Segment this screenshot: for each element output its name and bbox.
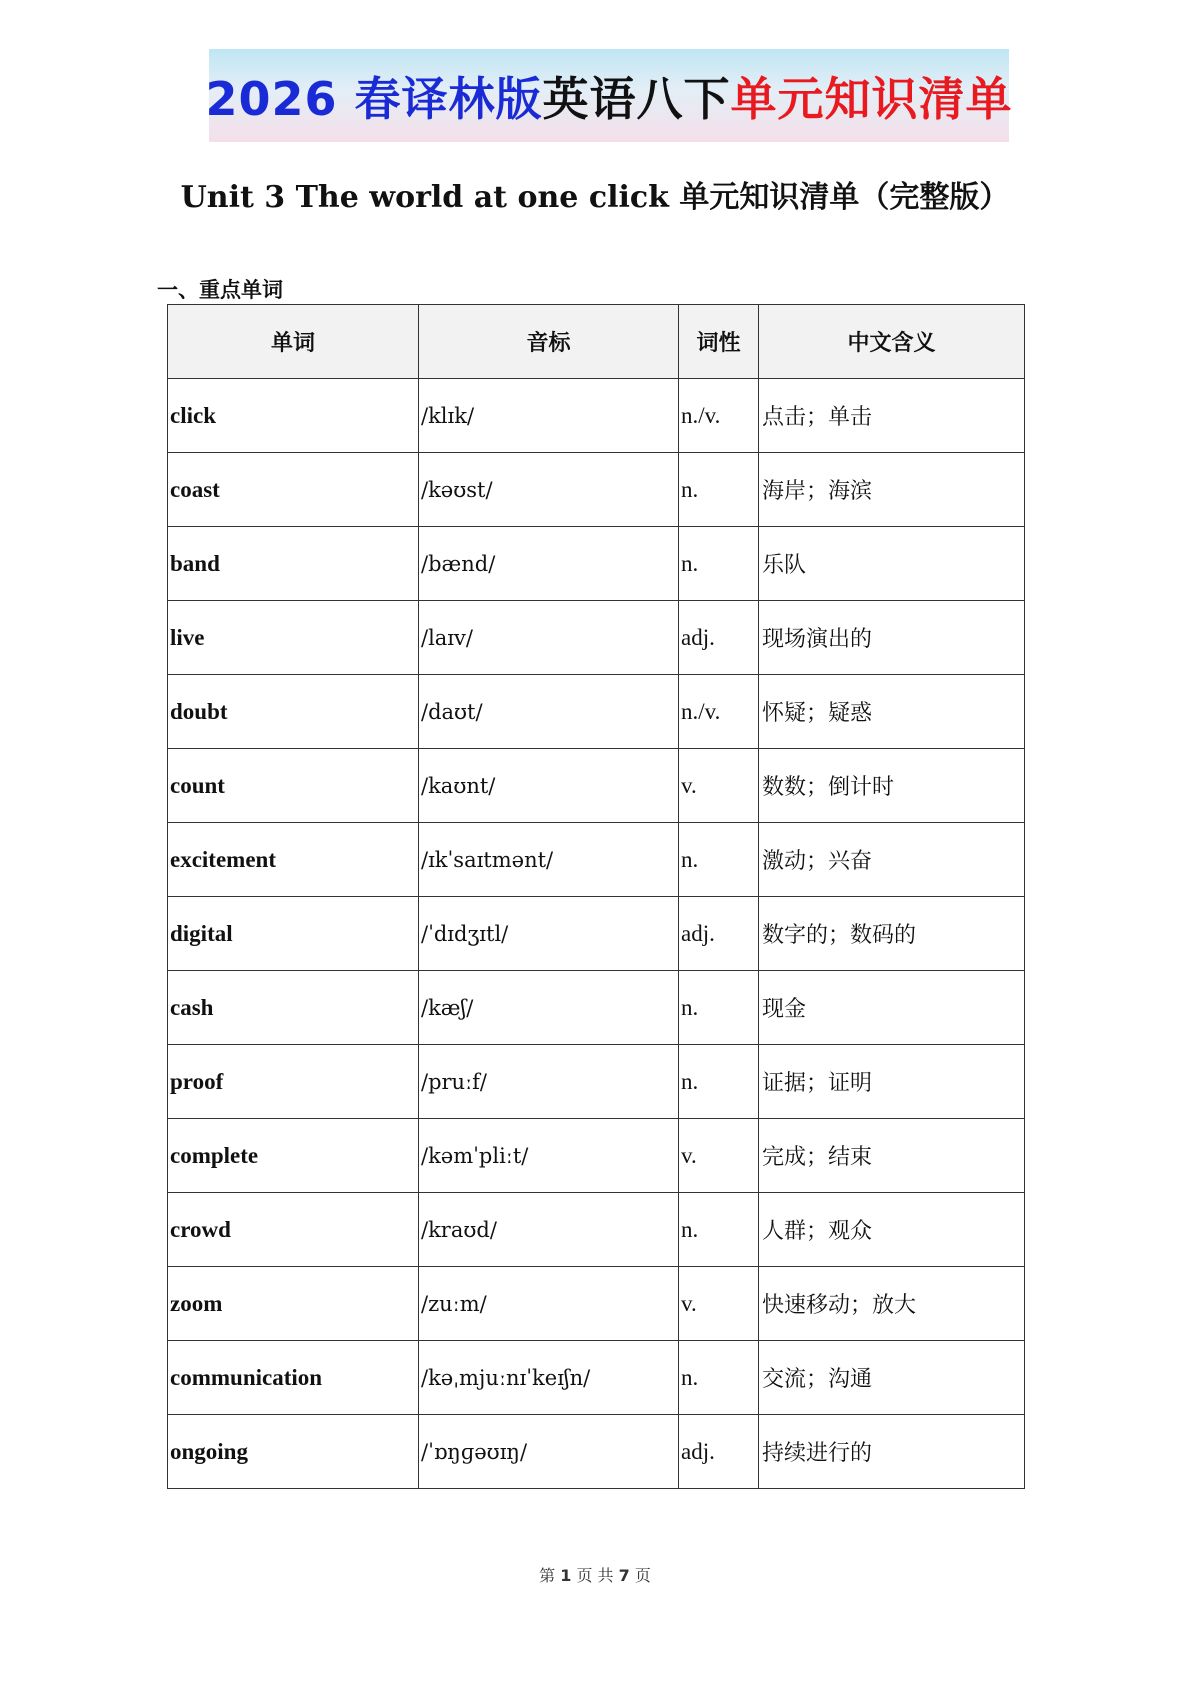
part-of-speech-cell: adj.: [679, 601, 759, 675]
header-meaning: 中文含义: [759, 305, 1025, 379]
page-title: Unit 3 The world at one click 单元知识清单（完整版）: [180, 180, 1010, 215]
word-cell: communication: [168, 1341, 419, 1415]
meaning-cell: 完成；结束: [759, 1119, 1025, 1193]
part-of-speech-cell: n.: [679, 527, 759, 601]
word-cell: zoom: [168, 1267, 419, 1341]
meaning-cell: 人群；观众: [759, 1193, 1025, 1267]
section-heading: 一、重点单词: [157, 278, 283, 302]
part-of-speech-cell: v.: [679, 749, 759, 823]
table-row: [168, 1267, 1025, 1341]
part-of-speech-cell: n.: [679, 453, 759, 527]
phonetic-cell: /kraʊd/: [419, 1193, 679, 1267]
meaning-cell: 海岸；海滨: [759, 453, 1025, 527]
part-of-speech-cell: n./v.: [679, 675, 759, 749]
table-body: [168, 379, 1025, 1489]
table-row: [168, 1415, 1025, 1489]
table-row: [168, 1119, 1025, 1193]
part-of-speech-cell: v.: [679, 1119, 759, 1193]
meaning-cell: 乐队: [759, 527, 1025, 601]
meaning-cell: 点击；单击: [759, 379, 1025, 453]
word-cell: excitement: [168, 823, 419, 897]
part-of-speech-cell: n.: [679, 1193, 759, 1267]
table-row: [168, 527, 1025, 601]
phonetic-cell: /daʊt/: [419, 675, 679, 749]
table-row: [168, 897, 1025, 971]
word-cell: click: [168, 379, 419, 453]
word-cell: complete: [168, 1119, 419, 1193]
meaning-cell: 证据；证明: [759, 1045, 1025, 1119]
phonetic-cell: /kəmˈpliːt/: [419, 1119, 679, 1193]
meaning-cell: 现金: [759, 971, 1025, 1045]
table-row: [168, 379, 1025, 453]
part-of-speech-cell: n.: [679, 823, 759, 897]
phonetic-cell: /kəˌmjuːnɪˈkeɪʃn/: [419, 1341, 679, 1415]
word-cell: crowd: [168, 1193, 419, 1267]
header-part-of-speech: 词性: [679, 305, 759, 379]
phonetic-cell: /zuːm/: [419, 1267, 679, 1341]
phonetic-cell: /ˈdɪdʒɪtl/: [419, 897, 679, 971]
word-cell: proof: [168, 1045, 419, 1119]
header-phonetic: 音标: [419, 305, 679, 379]
banner-edition-text: 2026 春译林版: [205, 71, 543, 126]
page-footer: [0, 1563, 1190, 1586]
meaning-cell: 持续进行的: [759, 1415, 1025, 1489]
table-row: [168, 453, 1025, 527]
meaning-cell: 数字的；数码的: [759, 897, 1025, 971]
table-row: [168, 1341, 1025, 1415]
footer-page-number: 1: [560, 1566, 572, 1585]
part-of-speech-cell: adj.: [679, 897, 759, 971]
part-of-speech-cell: adj.: [679, 1415, 759, 1489]
part-of-speech-cell: n.: [679, 971, 759, 1045]
phonetic-cell: /kæʃ/: [419, 971, 679, 1045]
table-row: [168, 823, 1025, 897]
footer-middle: 页 共: [576, 1566, 614, 1585]
meaning-cell: 激动；兴奋: [759, 823, 1025, 897]
table-row: [168, 749, 1025, 823]
word-cell: doubt: [168, 675, 419, 749]
table-row: [168, 1045, 1025, 1119]
table-row: [168, 675, 1025, 749]
meaning-cell: 现场演出的: [759, 601, 1025, 675]
header-banner: [205, 49, 1013, 142]
phonetic-cell: /klɪk/: [419, 379, 679, 453]
header-word: 单词: [168, 305, 419, 379]
phonetic-cell: /laɪv/: [419, 601, 679, 675]
meaning-cell: 怀疑；疑惑: [759, 675, 1025, 749]
word-cell: coast: [168, 453, 419, 527]
meaning-cell: 快速移动；放大: [759, 1267, 1025, 1341]
word-cell: ongoing: [168, 1415, 419, 1489]
part-of-speech-cell: n.: [679, 1045, 759, 1119]
footer-total-pages: 7: [618, 1566, 630, 1585]
phonetic-cell: /ˈɒŋɡəʊɪŋ/: [419, 1415, 679, 1489]
phonetic-cell: /pruːf/: [419, 1045, 679, 1119]
banner-checklist-text: 单元知识清单: [730, 71, 1013, 126]
part-of-speech-cell: n.: [679, 1341, 759, 1415]
meaning-cell: 数数；倒计时: [759, 749, 1025, 823]
table-header-row: [168, 305, 1025, 379]
word-cell: live: [168, 601, 419, 675]
meaning-cell: 交流；沟通: [759, 1341, 1025, 1415]
phonetic-cell: /bænd/: [419, 527, 679, 601]
word-cell: count: [168, 749, 419, 823]
word-cell: cash: [168, 971, 419, 1045]
footer-suffix: 页: [634, 1566, 651, 1585]
table-row: [168, 971, 1025, 1045]
phonetic-cell: /ɪkˈsaɪtmənt/: [419, 823, 679, 897]
vocabulary-table: [167, 304, 1025, 1489]
part-of-speech-cell: v.: [679, 1267, 759, 1341]
word-cell: digital: [168, 897, 419, 971]
table-row: [168, 1193, 1025, 1267]
phonetic-cell: /kaʊnt/: [419, 749, 679, 823]
part-of-speech-cell: n./v.: [679, 379, 759, 453]
banner-grade-text: 英语八下: [542, 71, 731, 126]
table-row: [168, 601, 1025, 675]
word-cell: band: [168, 527, 419, 601]
phonetic-cell: /kəʊst/: [419, 453, 679, 527]
footer-prefix: 第: [539, 1566, 556, 1585]
